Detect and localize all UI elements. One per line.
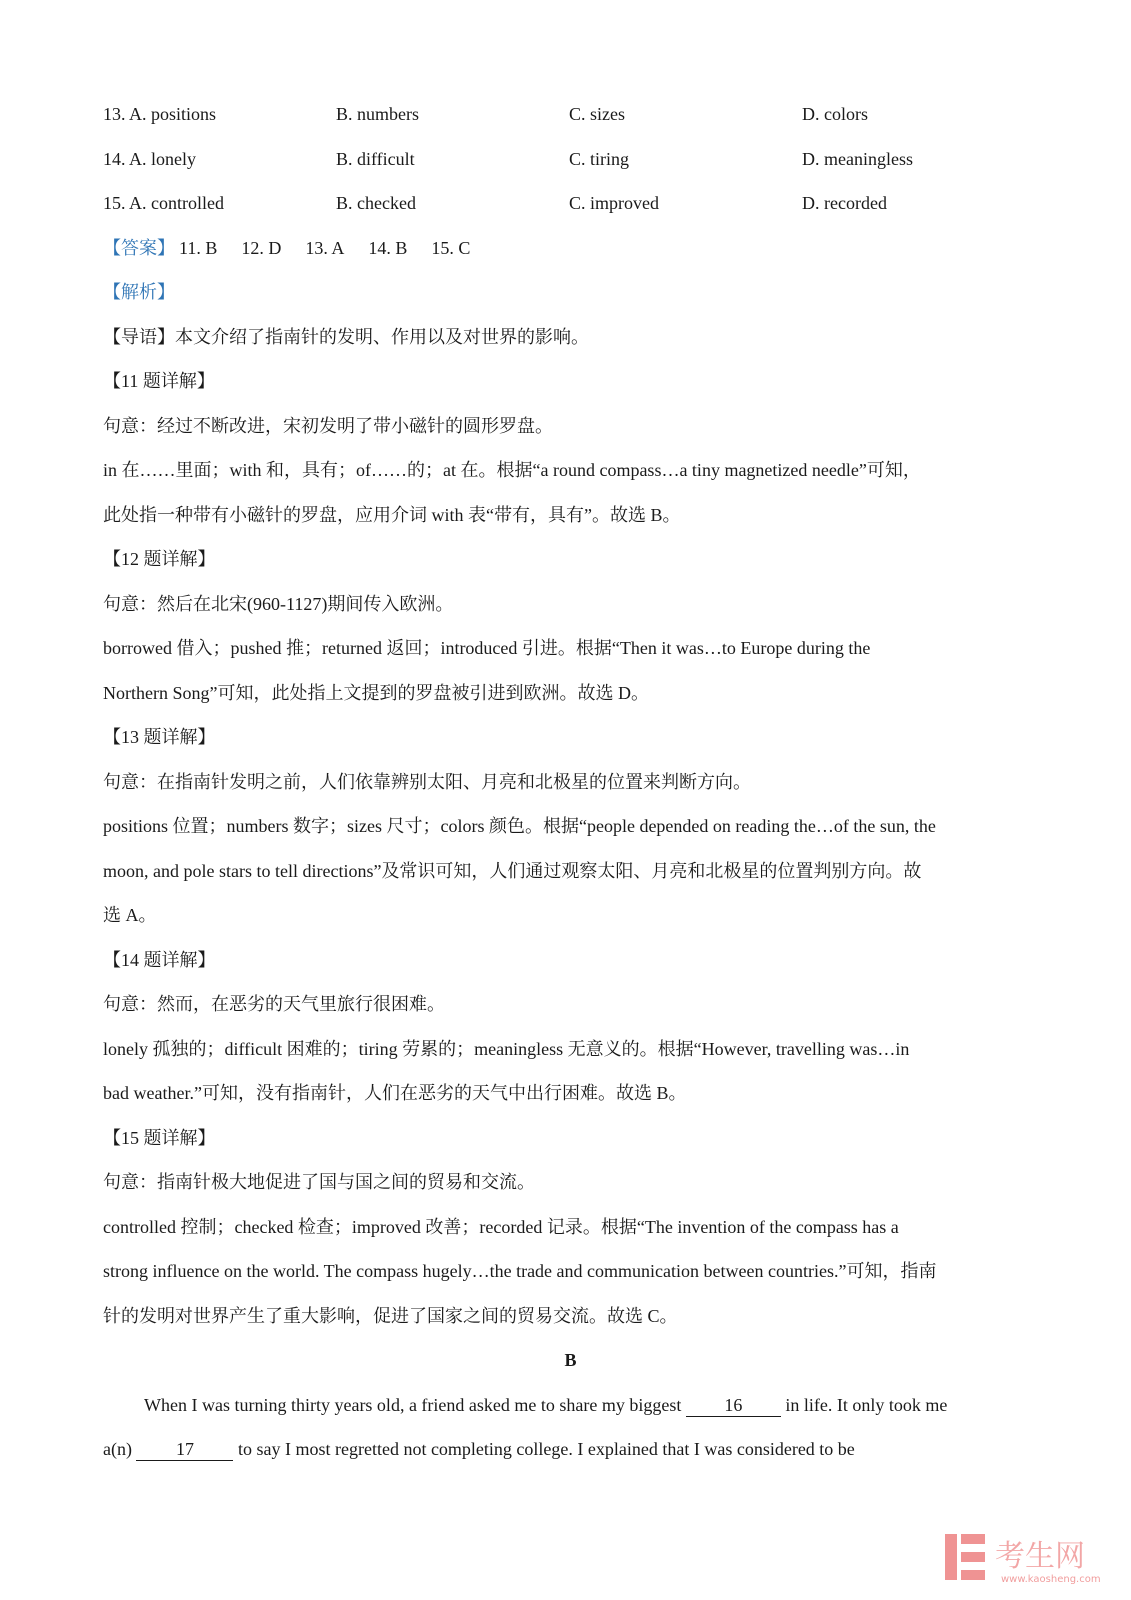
q13-explanation-line: moon, and pole stars to tell directions”及常识可知，人们通过观察太阳、月亮和北极星的位置判别方向。故 — [103, 860, 922, 881]
q12-sentence: 句意：然后在北宋(960-1127)期间传入欧洲。 — [103, 593, 454, 614]
blank-17: 17 — [136, 1438, 233, 1461]
q14-option-d: D. meaningless — [802, 148, 913, 169]
answer-line — [103, 226, 1038, 271]
question-14-options — [103, 137, 1038, 182]
q14-option-b: B. difficult — [336, 148, 415, 169]
q13-option-a: 13. A. positions — [103, 104, 217, 124]
document-page — [103, 92, 1038, 1472]
answer-label: 【答案】 — [103, 237, 175, 258]
q15-option-a: 15. A. controlled — [103, 193, 224, 213]
q12-explanation-line: borrowed 借入；pushed 推；returned 返回；introduced 引进。根据“Then it was…to Europe during the — [103, 638, 871, 658]
intro-text: 【导语】本文介绍了指南针的发明、作用以及对世界的影响。 — [103, 326, 589, 347]
answer-item: 12. D — [241, 237, 282, 258]
answer-item: 13. A — [305, 237, 345, 258]
q15-explanation-line: controlled 控制；checked 检查；improved 改善；recorded 记录。根据“The invention of the compass has a — [103, 1216, 899, 1237]
q13-option-b: B. numbers — [336, 104, 419, 124]
analysis-label: 【解析】 — [103, 282, 175, 302]
q15-explanation-line: strong influence on the world. The compass hugely…the trade and communication between countries.”可知，指南 — [103, 1261, 937, 1281]
answer-item: 15. C — [431, 237, 471, 258]
q12-heading: 【12 题详解】 — [103, 549, 216, 569]
section-b-title: B — [564, 1350, 577, 1370]
q15-explanation-line: 针的发明对世界产生了重大影响，促进了国家之间的贸易交流。故选 C。 — [103, 1305, 678, 1326]
q13-explanation-line: positions 位置；numbers 数字；sizes 尺寸；colors 颜色。根据“people depended on reading the…of the sun, the — [103, 816, 936, 836]
q13-heading: 【13 题详解】 — [103, 727, 216, 747]
q13-explanation-line: 选 A。 — [103, 905, 157, 925]
answer-item: 14. B — [368, 237, 408, 258]
watermark-cn: 考生网 — [995, 1539, 1085, 1574]
watermark-mark-icon — [945, 1534, 985, 1580]
q15-option-c: C. improved — [569, 193, 659, 213]
question-13-options — [103, 92, 1038, 137]
blank-16: 16 — [686, 1394, 781, 1417]
question-15-options — [103, 181, 1038, 226]
q13-sentence: 句意：在指南针发明之前，人们依靠辨别太阳、月亮和北极星的位置来判断方向。 — [103, 771, 751, 792]
q12-explanation-line: Northern Song”可知，此处指上文提到的罗盘被引进到欧洲。故选 D。 — [103, 682, 649, 703]
passage-line: When I was turning thirty years old, a friend asked me to share my biggest 16 in life. It only took me — [144, 1394, 948, 1415]
q14-heading: 【14 题详解】 — [103, 949, 216, 970]
watermark-url: www.kaosheng.com — [1001, 1574, 1101, 1585]
answer-item: 11. B — [179, 237, 218, 258]
q14-sentence: 句意：然而，在恶劣的天气里旅行很困难。 — [103, 994, 445, 1014]
q15-heading: 【15 题详解】 — [103, 1127, 216, 1148]
q15-option-d: D. recorded — [802, 193, 887, 213]
q11-heading: 【11 题详解】 — [103, 371, 215, 391]
q13-option-c: C. sizes — [569, 104, 625, 124]
q11-explanation-line: 此处指一种带有小磁针的罗盘，应用介词 with 表“带有，具有”。故选 B。 — [103, 504, 681, 525]
q14-option-c: C. tiring — [569, 148, 630, 169]
q14-explanation-line: lonely 孤独的；difficult 困难的；tiring 劳累的；meaningless 无意义的。根据“However, travelling was…in — [103, 1038, 910, 1059]
passage-line: a(n) 17 to say I most regretted not completing college. I explained that I was considered to be — [103, 1439, 855, 1459]
q11-sentence: 句意：经过不断改进，宋初发明了带小磁针的圆形罗盘。 — [103, 415, 553, 436]
q15-sentence: 句意：指南针极大地促进了国与国之间的贸易和交流。 — [103, 1172, 535, 1192]
q14-option-a: 14. A. lonely — [103, 148, 197, 169]
kaosheng-watermark-logo — [941, 1526, 1111, 1588]
q15-option-b: B. checked — [336, 193, 416, 213]
q11-explanation-line: in 在……里面；with 和，具有；of……的；at 在。根据“a round compass…a tiny magnetized needle”可知， — [103, 460, 921, 480]
q13-option-d: D. colors — [802, 104, 868, 124]
q14-explanation-line: bad weather.”可知，没有指南针，人们在恶劣的天气中出行困难。故选 B。 — [103, 1083, 687, 1103]
